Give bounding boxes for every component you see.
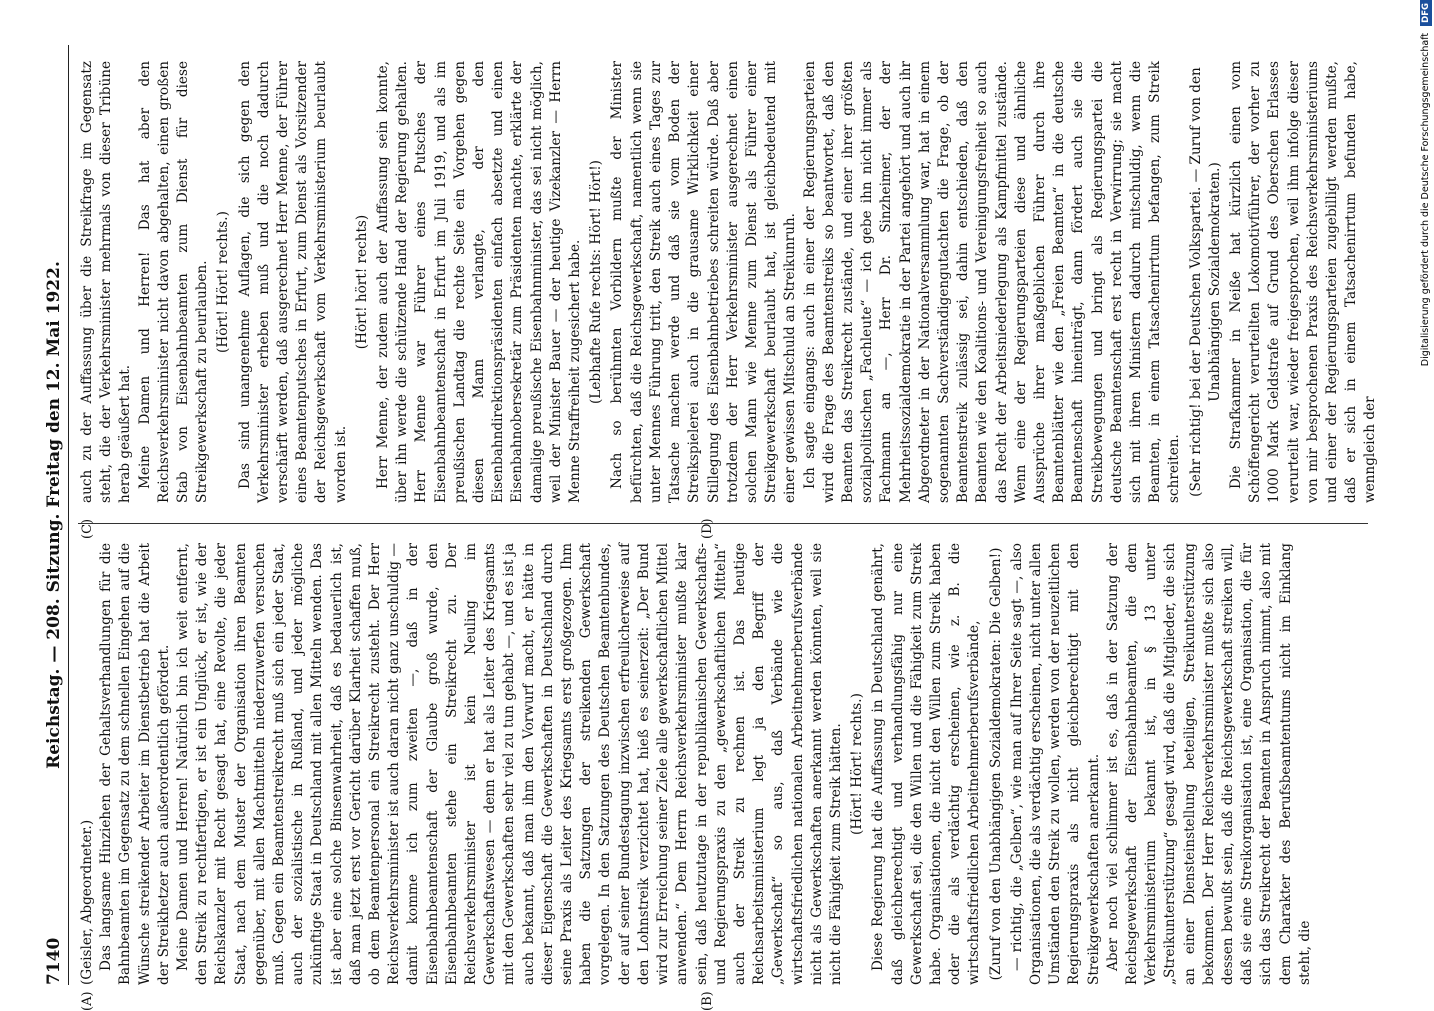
- paragraph: — richtig, die „Gelben“, wie man auf Ihrer Seite sagt —, also Organisationen, die als verdächtig erscheinen, nicht unter allen Umständen den Streik zu wollen, werden von der neuzeitlichen Regierungspraxis als nicht gleichberechtigt mit den Streikgewerkschaften anerkannt.: [1008, 543, 1102, 985]
- paragraph: Herr Menne, der zudem auch der Auffassung sein konnte, über ihn werde die schützende Hand der Regierung gehalten. Herr Menne war Führer eines Putsches der Eisenbahnbeamtenschaft in Erfurt im Juli 1919, und als im preußischen Landtag die rechte Seite ein Vorgehen gegen diesen Mann verlangte, der den Eisenbahndirektionspräsidenten einfach absetzte und einen Eisenbahnobersekretär zum Präsidenten machte, erklärte der damalige preußische Eisenbahnminister, das sei nicht möglich, weil der Minister Bauer — der heutige Vizekanzler — Herrn Menne Straffreiheit zugesichert habe.: [375, 61, 584, 503]
- paragraph: auch zu der Auffassung über die Streikfrage im Gegensatz steht, die der Verkehrsminister mehrmals von dieser Tribüne herab geäußert hat.: [79, 61, 134, 503]
- page-header: [40, 45, 70, 985]
- margin-marker-b: (B): [700, 991, 715, 1011]
- interjection: (Zuruf von den Unabhängigen Sozialdemokraten: Die Gelben!): [987, 547, 1004, 981]
- header-rule: [68, 45, 69, 985]
- right-column: [78, 61, 1379, 503]
- running-head: Reichstag. — 208. Sitzung. Freitag den 12. Mai 1922.: [44, 261, 64, 769]
- interjection: (Lebhafte Rufe rechts: Hört! Hört!): [588, 160, 605, 404]
- dfg-logo: DFG: [1420, 0, 1432, 26]
- interjection: (Sehr richtig! bei der Deutschen Volkspartei. — Zuruf von den Unabhängigen Sozialdemokraten.): [1187, 67, 1223, 497]
- rotated-printed-page: [40, 45, 1380, 1011]
- margin-marker-a: (A): [80, 991, 95, 1011]
- interjection: (Hört! Hört! rechts.): [849, 693, 866, 835]
- interjection: (Hört! hört! rechts): [353, 214, 370, 350]
- paragraph: Das sind unangenehme Auflagen, die sich gegen den Verkehrsminister erheben muß und die noch dadurch verschärft werden, daß ausgerechnet Herr Menne, der Führer eines Beamtenputsches in Erfurt, zum Dienst als Vorsitzender der Reichsgewerkschaft vom Verkehrsministerium beurlaubt worden ist.: [236, 61, 349, 503]
- left-column: [78, 543, 1368, 985]
- digitization-sidebar: [1418, 0, 1434, 1000]
- column-divider: [78, 523, 1368, 524]
- margin-marker-d: (D): [700, 518, 715, 539]
- margin-marker-c: (C): [80, 518, 95, 539]
- dfg-credit: Digitalisierung gefördert durch die Deutsche Forschungsgemeinschaft: [1420, 32, 1431, 367]
- paragraph: Meine Damen und Herren! Natürlich bin ich weit entfernt, den Streik zu rechtfertigen, er ist ein Unglück, er ist, wie der Reichskanzler mit Recht gesagt hat, eine Revolte, die jeder Staat, nach dem Muster der Organisation ihren Beamten gegenüber, mit allen Machtmitteln niederzuwerfen versuchen muß. Gegen ein Beamtenstreikrecht muß sich ein jeder Staat, auch der sozialistische in Rußland, und jeder mögliche zukünftige Staat in Deutschland mit allen Mitteln wenden. Das ist aber eine solche Binsenwahrheit, daß es bedauerlich ist, daß man jetzt erst vor Gericht darüber Klarheit schaffen muß, ob dem Beamtenpersonal ein Streikrecht zusteht. Der Herr Reichsverkehrsminister ist auch daran nicht ganz unschuldig — damit komme ich zum zweiten —, daß in der Eisenbahnbeamtenschaft der Glaube groß wurde, den Eisenbahnbeamten stehe ein Streikrecht zu. Der Reichsverkehrsminister ist kein Neuling im Gewerkschaftswesen — denn er hat als Leiter des Kriegsamts mit den Gewerkschaften sehr viel zu tun gehabt —, und es ist ja auch bekannt, daß man ihm den Vorwurf macht, er hätte in dieser Eigenschaft die Gewerkschaften in Deutschland durch seine Praxis als Leiter des Kriegsamts erst großgezogen. Ihm haben die Satzungen der streikenden Gewerkschaft vorgelegen. In den Satzungen des Deutschen Beamtenbundes, der auf seiner Bundestagung inzwischen erfreulicherweise auf den Lohnstreik verzichtet hat, hieß es seinerzeit: „Der Bund wird zur Erreichung seiner Ziele alle gewerkschaftlichen Mittel anwenden.“ Dem Herrn Reichsverkehrsminister mußte klar sein, daß heutzutage in der republikanischen Gewerkschafts- und Regierungspraxis zu den „gewerkschaftlichen Mitteln“ auch der Streik zu rechnen ist. Das heutige Reichsarbeitsministerium legt ja den Begriff der „Gewerkschaft“ so aus, daß Verbände wie die wirtschaftsfriedlichen nationalen Arbeitnehmerberufsverbände nicht als Gewerkschaften anerkannt werden könnten, weil sie nicht die Fähigkeit zum Streik hätten.: [175, 543, 844, 985]
- sidebar-text: [1418, 0, 1434, 1000]
- paragraph: Das langsame Hinziehen der Gehaltsverhandlungen für die Bahnbeamten im Gegensatz zu dem schnellen Eingehen auf die Wünsche streikender Arbeiter im Dienstbetrieb hat die Arbeit der Streikhetzer auch außerordentlich gefördert.: [98, 543, 172, 985]
- paragraph: Diese Regierung hat die Auffassung in Deutschland genährt, daß gleichberechtigt und verhandlungsfähig nur eine Gewerkschaft sei, die den Willen und die Fähigkeit zum Streik habe. Organisationen, die nicht den Willen zum Streik haben oder die als verdächtig erscheinen, wie z. B. die wirtschaftsfriedlichen Arbeitnehmerberufsverbände,: [870, 543, 983, 985]
- paragraph: Meine Damen und Herren! Das hat aber den Reichsverkehrsminister nicht davon abgehalten, einen großen Stab von Eisenbahnbeamten zum Dienst für diese Streikgewerkschaft zu beurlauben.: [136, 61, 211, 503]
- paragraph: Ich sagte eingangs: auch in einer der Regierungsparteien wird die Frage des Beamtenstreiks so beantwortet, daß den Beamten das Streikrecht zustände, und einer ihrer größten sozialpolitischen „Fachleute“ — ich gebe ihn nicht immer als Fachmann an —, Herr Dr. Sinzheimer, der der Mehrheitssozialdemokratie in der Partei angehört und auch ihr Abgeordneter in der Nationalversammlung war, hat in einem sogenannten Sachverständigengutachten die Frage, ob der Beamtenstreik zulässig sei, dahin entschieden, daß den Beamten wie den Koalitions- und Vereinigungsfreiheit so auch das Recht der Arbeitsniederlegung als Kampfmittel zustände. Wenn eine der Regierungsparteien diese und ähnliche Aussprüche ihrer maßgeblichen Führer durch ihre Beamtenblätter wie den „Freien Beamten“ in die deutsche Beamtenschaft hineinträgt, dann fördert auch sie die Streikbewegungen und bringt als Regierungspartei die deutsche Beamtenschaft erst recht in Verwirrung; sie macht sich mit ihren Ministern dadurch mitschuldig, wenn die Beamten, in einem Tatsachenirrtum befangen, zum Streik schreiten.: [801, 61, 1183, 503]
- speaker-line: (Geisler, Abgeordneter.): [79, 819, 95, 985]
- interjection: (Hört! Hört! rechts.): [215, 211, 232, 353]
- paragraph: Die Strafkammer in Neiße hat kürzlich einen vom Schöffengericht verurteilten Lokomotivführer, der vorher zu 1000 Mark Geldstrafe auf Grund des Oberschen Erlasses verurteilt war, wieder freigesprochen, weil ihm infolge dieser von mir besprochenen Praxis des Reichsverkehrsministeriums und einer der Regierungsparteien zugebilligt werden mußte, daß er sich in einem Tatsachenirrtum befunden habe, wenngleich der: [1227, 61, 1379, 503]
- paragraph: Nach so berühmten Vorbildern mußte der Minister befürchten, daß die Reichsgewerkschaft, namentlich wenn sie unter Mennes Führung tritt, den Streik auch eines Tages zur Tatsache machen werde und daß sie vom Boden der Streikspielerei auch in die grausame Wirklichkeit einer Stillegung des Eisenbahnbetriebes schreiten würde. Daß aber trotzdem der Herr Verkehrsminister ausgerechnet einen solchen Mann wie Menne zum Dienst als Führer einer Streikgewerkschaft beurlaubt hat, ist gleichbedeutend mit einer gewissen Mitschuld an Streikunruh.: [609, 61, 799, 503]
- page-number: 7140: [44, 937, 64, 985]
- paragraph: Aber noch viel schlimmer ist es, daß in der Satzung der Reichsgewerkschaft der Eisenbahnbeamten, die dem Verkehrsministerium bekannt ist, in § 13 unter „Streikunterstützung“ gesagt wird, daß die Mitglieder, die sich an einer Diensteinstellung beteiligen, Streikunterstützung bekommen. Der Herr Reichsverkehrsminister mußte sich also dessen bewußt sein, daß die Reichsgewerkschaft streiken will, daß sie eine Streikorganisation ist, eine Organisation, die für sich das Streikrecht der Beamten in Anspruch nimmt, also mit dem Charakter des Berufsbeamtentums nicht im Einklang steht, die: [1104, 543, 1313, 985]
